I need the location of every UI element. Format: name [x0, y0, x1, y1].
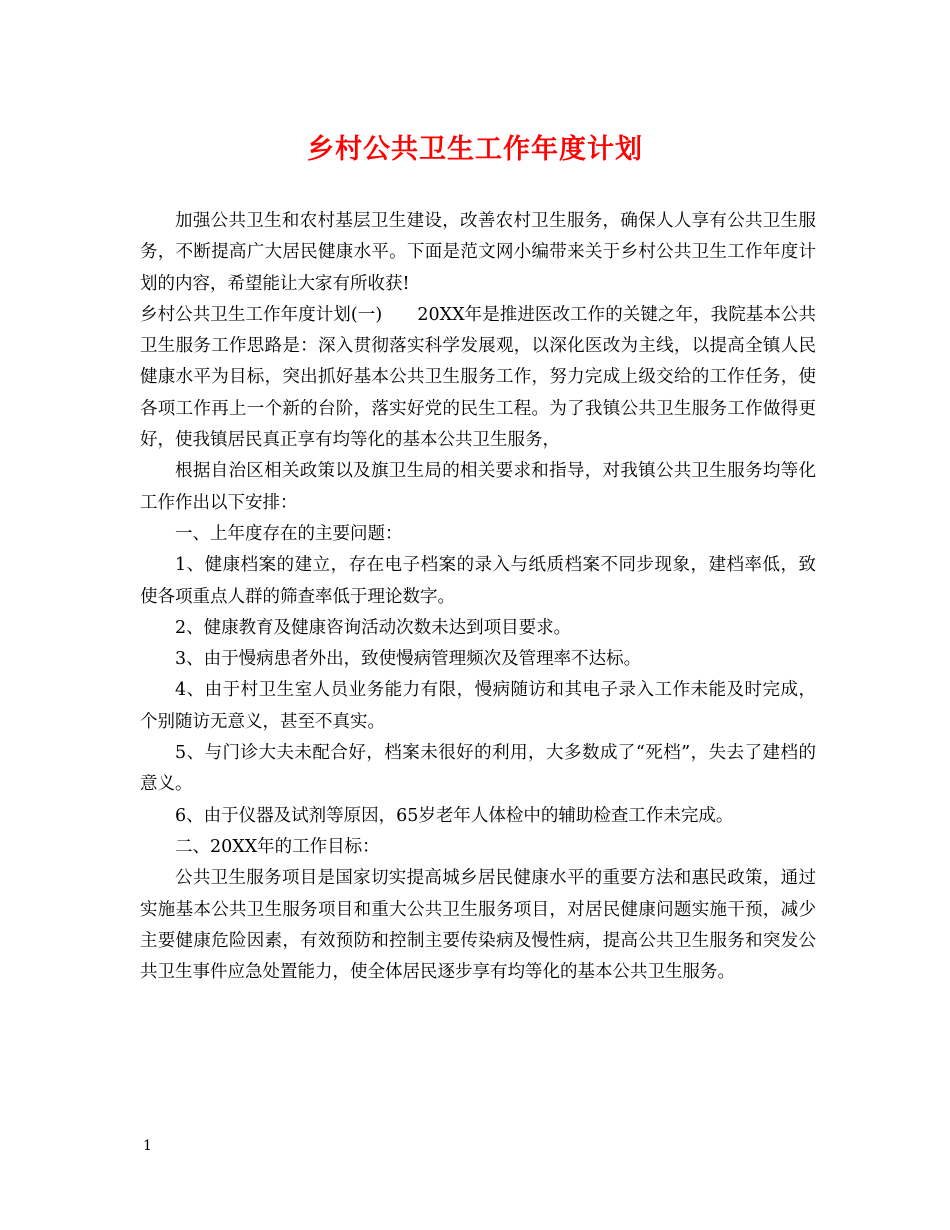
list-item-problem-1: 1、健康档案的建立，存在电子档案的录入与纸质档案不同步现象，建档率低，致使各项重点人群的筛查率低于理论数字。: [140, 555, 816, 607]
paragraph-arrangement: 根据自治区相关政策以及旗卫生局的相关要求和指导，对我镇公共卫生服务均等化工作作出以下安排：: [140, 461, 816, 513]
list-item-problem-5: 5、与门诊大夫未配合好，档案未很好的利用，大多数成了“死档”，失去了建档的意义。: [140, 743, 816, 795]
document-body: [140, 206, 816, 988]
list-item-problem-4: 4、由于村卫生室人员业务能力有限，慢病随访和其电子录入工作未能及时完成，个别随访无意义，甚至不真实。: [140, 680, 816, 732]
list-item-problem-3: 3、由于慢病患者外出，致使慢病管理频次及管理率不达标。: [175, 649, 642, 670]
list-item-problem-6: 6、由于仪器及试剂等原因，65岁老年人体检中的辅助检查工作未完成。: [175, 805, 734, 826]
section-heading-problems: 一、上年度存在的主要问题：: [175, 523, 403, 544]
section-heading-goals: 二、20XX年的工作目标：: [175, 836, 380, 857]
paragraph-goals: 公共卫生服务项目是国家切实提高城乡居民健康水平的重要方法和惠民政策，通过实施基本公共卫生服务项目和重大公共卫生服务项目，对居民健康问题实施干预，减少主要健康危险因素，有效预防和控制主要传染病及慢性病，提高公共卫生服务和突发公共卫生事件应急处置能力，使全体居民逐步享有均等化的基本公共卫生服务。: [140, 868, 816, 983]
paragraph-intro: 加强公共卫生和农村基层卫生建设，改善农村卫生服务，确保人人享有公共卫生服务，不断提高广大居民健康水平。下面是范文网小编带来关于乡村公共卫生工作年度计划的内容，希望能让大家有所收获!: [140, 211, 816, 294]
page-number: 1: [143, 1138, 152, 1154]
paragraph-plan-one: 乡村公共卫生工作年度计划(一) 20XX年是推进医改工作的关键之年，我院基本公共卫生服务工作思路是：深入贯彻落实科学发展观，以深化医改为主线，以提高全镇人民健康水平为目标，突出抓好基本公共卫生服务工作，努力完成上级交给的工作任务，使各项工作再上一个新的台阶，落实好党的民生工程。为了我镇公共卫生服务工作做得更好，使我镇居民真正享有均等化的基本公共卫生服务，: [140, 304, 816, 451]
list-item-problem-2: 2、健康教育及健康咨询活动次数未达到项目要求。: [175, 617, 572, 638]
document-title: 乡村公共卫生工作年度计划: [307, 134, 643, 165]
